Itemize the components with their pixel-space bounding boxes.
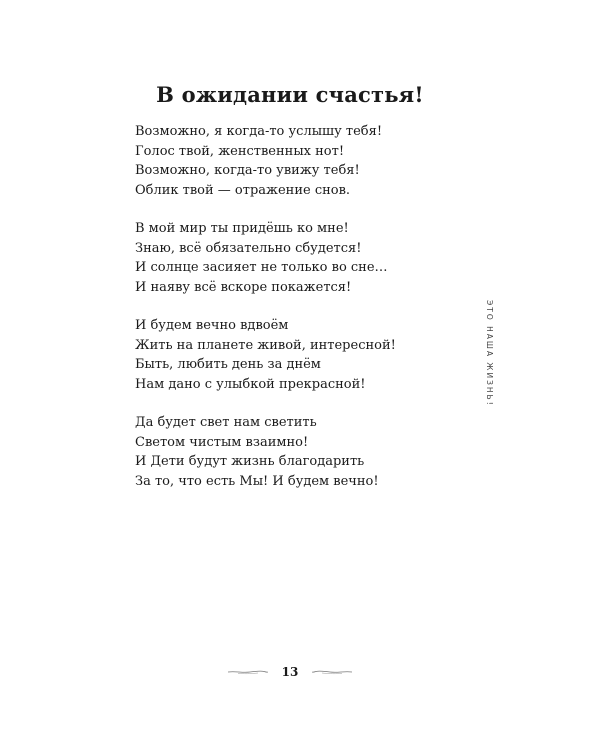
poem-line: Знаю, всё обязательно сбудется! [135, 240, 362, 256]
poem-line: И наяву всё вскоре покажется! [135, 279, 352, 295]
running-header [480, 300, 500, 410]
stanza-1 [135, 122, 455, 200]
poem-line: Да будет свет нам светить [135, 415, 317, 430]
poem-line: И солнце засияет не только во сне… [135, 260, 388, 275]
page-footer [0, 662, 580, 682]
stanza-4 [135, 413, 455, 491]
page-number: 13 [281, 665, 299, 679]
poem-line: Жить на планете живой, интересной! [135, 337, 396, 353]
poem-line: В мой мир ты придёшь ко мне! [135, 221, 349, 236]
poem-line: Голос твой, женственных нот! [135, 143, 345, 159]
running-header-text: ЭТО НАША ЖИЗНЬ! [485, 300, 494, 407]
poem-line: Светом чистым взаимно! [135, 434, 309, 450]
poem-line: И Дети будут жизнь благодарить [135, 454, 365, 469]
poem-line: Возможно, когда-то увижу тебя! [135, 163, 360, 178]
poem-body [135, 122, 455, 510]
poem-line: И будем вечно вдвоём [135, 318, 289, 333]
ornament-right-icon [312, 667, 352, 677]
poem-line: За то, что есть Мы! И будем вечно! [135, 473, 379, 489]
poem-title: В ожидании счастья! [156, 82, 424, 107]
ornament-left-icon [228, 667, 268, 677]
stanza-2 [135, 219, 455, 297]
poem-line: Быть, любить день за днём [135, 357, 321, 372]
poem-line: Возможно, я когда-то услышу тебя! [135, 124, 383, 139]
poem-line: Облик твой — отражение снов. [135, 182, 351, 198]
stanza-3 [135, 316, 455, 394]
poem-line: Нам дано с улыбкой прекрасной! [135, 376, 366, 392]
